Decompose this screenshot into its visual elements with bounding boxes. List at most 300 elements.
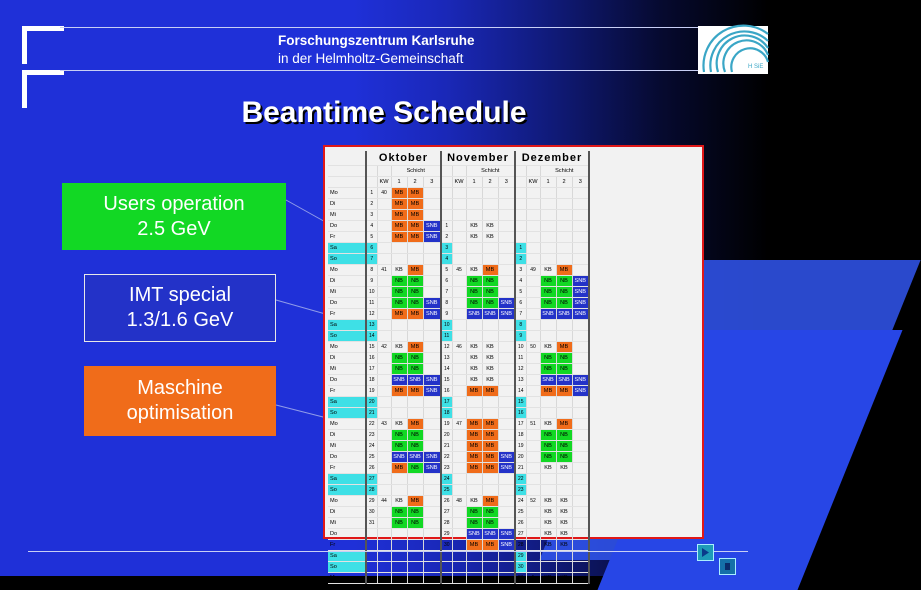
date-cell: 5 [366,231,377,242]
column-header-row [328,176,589,187]
kw-cell [526,308,540,319]
date-cell: 6 [441,275,452,286]
kw-cell [377,396,391,407]
date-cell: 17 [441,396,452,407]
shift-cell [572,528,589,539]
legend-imt-energy: 1.3/1.6 GeV [126,309,234,331]
table-row [328,242,589,253]
kw-cell [377,253,391,264]
shift-cell: MB [556,341,572,352]
shift-cell [556,396,572,407]
shift-cell: KB [391,495,407,506]
shift-cell: SNB [498,297,515,308]
date-cell: 16 [515,407,526,418]
shift-cell [572,319,589,330]
schedule-table-frame [323,145,704,581]
shift-cell: SNB [482,308,498,319]
shift-cell: MB [482,385,498,396]
shift-cell: NB [556,440,572,451]
table-row [328,330,589,341]
shift-cell: SNB [423,231,441,242]
corner-cell [328,165,366,176]
shift-cell: KB [540,495,556,506]
shift-cell: SNB [572,308,589,319]
kw-cell: 48 [452,495,466,506]
legend-users-energy: 2.5 GeV [137,217,211,240]
date-cell [366,528,377,539]
kw-cell [452,572,466,583]
shift-cell [572,352,589,363]
next-arrow-icon [698,545,713,560]
shift-cell [498,484,515,495]
date-cell: 25 [515,506,526,517]
shift-cell: MB [407,231,423,242]
month-name: Oktober [366,151,441,165]
kw-cell [526,429,540,440]
shift-cell [466,209,482,220]
shift-cell [572,209,589,220]
shift-cell: NB [540,429,556,440]
legend-imt-label: IMT special [129,284,231,306]
kw-cell [452,451,466,462]
shift-cell: KB [556,506,572,517]
shift-cell [572,440,589,451]
date-cell: 21 [515,462,526,473]
shift-cell [556,198,572,209]
kw-cell [377,209,391,220]
shift-cell [423,429,441,440]
shift-cell: NB [407,363,423,374]
kw-cell [452,528,466,539]
shift-cell [572,220,589,231]
shift-cell: KB [556,572,572,583]
shift-cell [391,319,407,330]
shift-cell [482,253,498,264]
shift-cell [482,572,498,583]
next-slide-button[interactable] [697,544,714,561]
date-cell: 2 [366,198,377,209]
shift-cell [391,407,407,418]
kw-cell [526,209,540,220]
shift-cell [498,561,515,572]
shift-cell [498,275,515,286]
shift-cell: NB [391,286,407,297]
helmholtz-logo-text: H SiE [748,64,764,70]
shift-cell [391,253,407,264]
shift-cell [540,253,556,264]
table-row [328,572,589,583]
shift-cell [498,473,515,484]
shift-cell: KB [556,462,572,473]
day-name: Mo [328,341,366,352]
footer-rule [28,551,748,552]
shift-cell: KB [540,418,556,429]
date-cell [515,220,526,231]
date-cell [441,209,452,220]
date-cell: 29 [366,495,377,506]
kw-cell [452,561,466,572]
shift-cell [466,484,482,495]
shift-cell [556,330,572,341]
shift-cell: MB [466,385,482,396]
date-cell: 27 [366,473,377,484]
shift-cell [556,407,572,418]
shift-cell [572,198,589,209]
shift-cell [572,572,589,583]
shift-cell [572,264,589,275]
day-name: Di [328,352,366,363]
date-cell: 6 [366,242,377,253]
day-name: So [328,330,366,341]
shift-cell: NB [482,286,498,297]
date-cell: 8 [515,319,526,330]
date-cell: 5 [441,264,452,275]
shift-cell [572,506,589,517]
day-name: Mi [328,209,366,220]
kw-cell [526,451,540,462]
table-row [328,363,589,374]
shift-cell: MB [466,462,482,473]
date-cell: 31 [366,517,377,528]
date-cell: 15 [366,341,377,352]
shift-cell: NB [540,363,556,374]
day-name: Do [328,374,366,385]
shift-cell: MB [407,418,423,429]
kw-cell [526,473,540,484]
shift-cell: SNB [498,462,515,473]
day-name: Sa [328,319,366,330]
shift-cell [423,572,441,583]
shift-cell [498,231,515,242]
shift-cell [498,220,515,231]
schedule-grid [328,151,590,584]
shift-cell: NB [540,297,556,308]
kw-cell [526,275,540,286]
shift-cell [556,473,572,484]
shift-cell [572,539,589,550]
day-name: Mi [328,286,366,297]
table-row [328,506,589,517]
date-cell [441,572,452,583]
date-cell: 12 [441,341,452,352]
date-cell: 26 [441,495,452,506]
table-row [328,275,589,286]
shift-cell: KB [482,374,498,385]
shift-cell [423,506,441,517]
shift-cell [540,407,556,418]
shift-cell [407,253,423,264]
kw-cell [377,429,391,440]
date-cell: 12 [366,308,377,319]
shift-cell [407,561,423,572]
kw-cell [452,429,466,440]
date-cell: 16 [366,352,377,363]
shift-cell [391,539,407,550]
day-name: Sa [328,242,366,253]
kw-cell [526,484,540,495]
shift-cell: KB [540,517,556,528]
shift-cell: KB [482,231,498,242]
shift-cell: MB [482,539,498,550]
date-cell: 13 [441,352,452,363]
kw-cell [377,308,391,319]
kw-cell [452,484,466,495]
shift-cell: KB [466,363,482,374]
table-row [328,187,589,198]
day-name: Sa [328,396,366,407]
shift-cell: NB [556,429,572,440]
shift-cell [423,264,441,275]
shift-cell: SNB [423,462,441,473]
shift-cell: NB [407,506,423,517]
kw-cell [452,297,466,308]
shift-cell: SNB [498,308,515,319]
shift-cell [391,473,407,484]
shift-cell [572,231,589,242]
date-cell: 23 [515,484,526,495]
date-cell: 20 [366,396,377,407]
shift-cell [540,220,556,231]
table-row [328,495,589,506]
shift-cell: NB [391,429,407,440]
shift-cell: MB [556,385,572,396]
day-name: Di [328,198,366,209]
shift-cell: SNB [466,528,482,539]
shift-cell [498,352,515,363]
schedule-cell [366,176,377,187]
shift-cell: SNB [540,308,556,319]
shift-cell: SNB [572,286,589,297]
kw-cell: 50 [526,341,540,352]
date-cell: 14 [366,330,377,341]
shift-cell [540,187,556,198]
kw-label: KW [452,176,466,187]
shift-cell: SNB [572,385,589,396]
schedule-table [328,151,590,584]
table-row [328,385,589,396]
date-cell: 30 [441,539,452,550]
day-name: Do [328,451,366,462]
shift-cell [391,242,407,253]
shift-cell [498,209,515,220]
date-cell: 19 [515,440,526,451]
shift-cell: SNB [556,308,572,319]
table-row [328,440,589,451]
shift-cell [540,484,556,495]
kw-cell [452,396,466,407]
shift-cell [498,495,515,506]
shift-cell: MB [391,187,407,198]
shift-cell [572,242,589,253]
date-cell: 8 [441,297,452,308]
shift-cell: MB [466,440,482,451]
shift-col-label: 3 [423,176,441,187]
table-row [328,253,589,264]
date-cell: 3 [515,264,526,275]
shift-cell [498,517,515,528]
shift-cell [572,418,589,429]
date-cell: 11 [366,297,377,308]
shift-cell [572,330,589,341]
table-row [328,561,589,572]
shift-cell [540,396,556,407]
shift-cell [540,209,556,220]
kw-cell [377,231,391,242]
shift-label: Schicht [466,165,515,176]
kw-cell [526,374,540,385]
shift-cell: MB [466,429,482,440]
date-cell: 1 [515,242,526,253]
kw-cell [377,473,391,484]
day-name: Di [328,506,366,517]
shift-col-label: 3 [572,176,589,187]
kw-cell [452,385,466,396]
kw-cell [452,220,466,231]
shift-cell: NB [482,297,498,308]
end-slide-button[interactable] [719,558,736,575]
day-name: Fr [328,231,366,242]
shift-cell [391,528,407,539]
shift-cell: SNB [498,539,515,550]
table-row [328,429,589,440]
shift-cell [423,275,441,286]
kw-cell: 40 [377,187,391,198]
shift-cell: KB [556,495,572,506]
schedule-cell [515,165,526,176]
shift-cell: MB [407,341,423,352]
table-row [328,220,589,231]
day-name: Mo [328,572,366,583]
shift-cell [556,242,572,253]
kw-cell [526,286,540,297]
kw-cell [452,407,466,418]
shift-cell [407,330,423,341]
date-cell: 28 [515,539,526,550]
date-cell: 18 [441,407,452,418]
day-name: Di [328,275,366,286]
shift-cell: NB [407,275,423,286]
shift-cell [572,517,589,528]
shift-cell [423,396,441,407]
kw-cell [452,517,466,528]
shift-cell [482,187,498,198]
shift-cell [498,363,515,374]
shift-cell: NB [391,297,407,308]
kw-cell [377,506,391,517]
date-cell: 20 [515,451,526,462]
shift-cell [423,440,441,451]
day-name: Do [328,220,366,231]
shift-cell: MB [407,209,423,220]
shift-cell [540,319,556,330]
date-cell [366,561,377,572]
date-cell: 4 [441,253,452,264]
corner-cell [328,151,366,165]
table-row [328,517,589,528]
date-cell: 22 [515,473,526,484]
date-cell: 4 [366,220,377,231]
date-cell: 31 [515,572,526,583]
date-cell: 21 [366,407,377,418]
kw-cell [377,407,391,418]
date-cell: 26 [366,462,377,473]
kw-cell [377,275,391,286]
table-row [328,352,589,363]
schedule-cell [526,165,540,176]
kw-cell [452,275,466,286]
shift-cell: NB [407,352,423,363]
shift-cell [423,407,441,418]
kw-cell [377,242,391,253]
shift-cell [391,484,407,495]
shift-cell [572,429,589,440]
date-cell: 27 [515,528,526,539]
date-cell: 16 [441,385,452,396]
date-cell: 23 [366,429,377,440]
kw-cell [452,352,466,363]
kw-cell [452,506,466,517]
shift-cell: NB [482,275,498,286]
end-icon [720,559,735,574]
shift-cell: SNB [407,451,423,462]
date-cell: 9 [366,275,377,286]
schedule-cell [441,176,452,187]
shift-cell [572,462,589,473]
shift-cell: MB [482,495,498,506]
kw-cell [377,385,391,396]
legend-users-label: Users operation [103,192,245,215]
shift-cell: NB [391,275,407,286]
day-name: So [328,407,366,418]
table-row [328,341,589,352]
kw-cell [377,484,391,495]
date-cell: 29 [441,528,452,539]
date-cell [515,187,526,198]
date-cell: 17 [515,418,526,429]
table-row [328,473,589,484]
date-cell: 12 [515,363,526,374]
shift-header-row [328,165,589,176]
shift-cell: KB [466,341,482,352]
shift-cell: KB [556,517,572,528]
kw-cell [377,286,391,297]
shift-cell: MB [466,539,482,550]
shift-cell: NB [391,517,407,528]
shift-cell: NB [482,517,498,528]
kw-cell [526,187,540,198]
shift-cell [423,187,441,198]
date-cell: 23 [441,462,452,473]
shift-cell [572,451,589,462]
date-cell: 2 [441,231,452,242]
kw-cell [377,363,391,374]
kw-cell [377,297,391,308]
date-cell: 30 [366,506,377,517]
kw-cell [526,220,540,231]
date-cell: 30 [515,561,526,572]
kw-cell [452,187,466,198]
shift-cell: NB [556,352,572,363]
shift-cell [482,484,498,495]
shift-cell [423,319,441,330]
shift-cell [482,242,498,253]
date-cell: 13 [515,374,526,385]
shift-cell: NB [540,275,556,286]
date-cell: 5 [515,286,526,297]
shift-cell: KB [556,539,572,550]
shift-cell: NB [407,462,423,473]
shift-cell: KB [540,341,556,352]
